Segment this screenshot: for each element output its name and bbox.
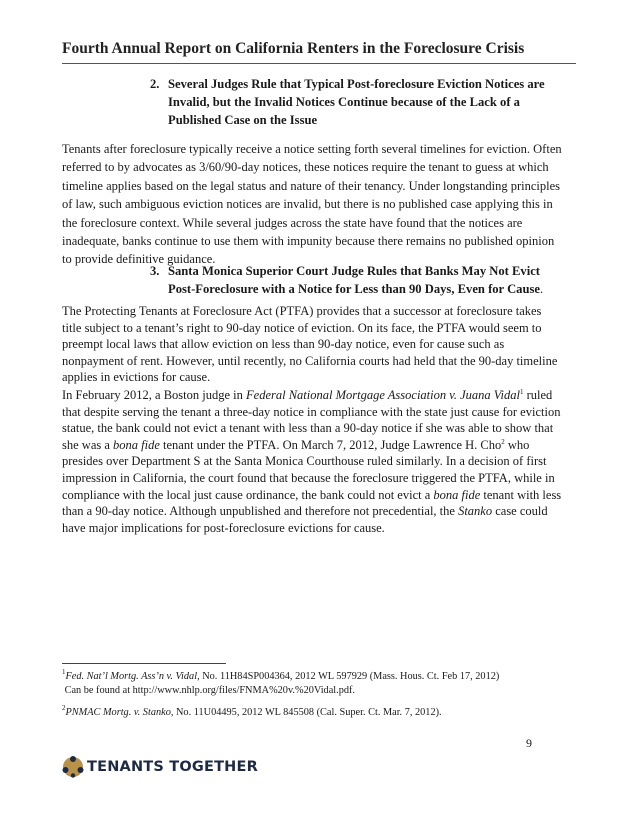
- text: tenant under the PTFA. On March 7, 2012, Judge Lawrence H. Cho: [159, 437, 502, 452]
- section-heading-text: Santa Monica Superior Court Judge Rules that Banks May Not Evict Post-Foreclosure with a Notice for Less than 90 Days, Even for Cause: [168, 264, 541, 296]
- citation: , No. 11H84SP004364, 2012 WL 597929 (Mass. Hous. Ct. Feb 17, 2012): [197, 671, 500, 682]
- italic-term: bona fide: [433, 487, 481, 502]
- footnote-link-text[interactable]: Can be found at http://www.nhlp.org/files/FNMA%20v.%20Vidal.pdf.: [64, 685, 356, 696]
- footnote-2: [62, 706, 562, 720]
- paragraph-eviction-notices: Tenants after foreclosure typically receive a notice setting forth several timelines for eviction. Often referred to by advocates as 3/60/90-day notices, these notices require the tenant to guess at which timeline applies based on the legal status and nature of their tenancy. Under longstanding principles of law, such ambiguous eviction notices are invalid, but there is no published case applying this in the foreclosure context. While several judges across the state have found that the notices are inadequate, banks continue to use them with impunity because there remains no published opinion to provide definitive guidance.: [62, 142, 562, 267]
- section-heading-2: [150, 75, 560, 129]
- case-name: Federal National Mortgage Association v. Juana Vidal: [246, 388, 520, 402]
- footnote-mark: 2: [62, 704, 66, 712]
- italic-term: bona fide: [113, 437, 160, 452]
- logo-text: TENANTS TOGETHER: [87, 759, 258, 775]
- paragraph-court-rulings: [62, 387, 562, 536]
- footnote-ref[interactable]: 2: [501, 437, 505, 446]
- case-name: Stanko: [458, 504, 493, 519]
- logo-emblem-icon: [62, 756, 84, 778]
- section-number: 3.: [150, 264, 160, 278]
- text: case could have major implications for post-foreclosure evictions for cause.: [62, 504, 548, 535]
- case-name: PNMAC Mortg. v. Stanko: [65, 707, 171, 718]
- section-heading-text: Several Judges Rule that Typical Post-foreclosure Eviction Notices are Invalid, but the Invalid Notices Continue because of the Lack of a Published Case on the Issue: [168, 77, 545, 127]
- heading-period: .: [539, 282, 544, 296]
- document-header-title: Fourth Annual Report on California Renters in the Foreclosure Crisis: [62, 40, 525, 57]
- section-heading-3: [150, 262, 560, 298]
- paragraph-ptfa: The Protecting Tenants at Foreclosure Act (PTFA) provides that a successor at foreclosure takes title subject to a tenant’s right to 90-day notice of eviction. On its face, the PTFA would seem to preempt local laws that allow eviction on less than 90-day notice, even for cause such as nonpayment of rent. However, until recently, no California courts had held that the 90-day timeline applies in evictions for cause.: [62, 304, 558, 385]
- text: tenant with less than a 90-day notice. Although unpublished and therefore not precedential, the: [62, 487, 562, 519]
- footnote-1: [62, 670, 562, 698]
- footnote-mark: 1: [62, 668, 66, 676]
- header-rule: [62, 63, 576, 64]
- citation: , No. 11U04495, 2012 WL 845508 (Cal. Super. Ct. Mar. 7, 2012).: [170, 707, 442, 718]
- case-name: Fed. Nat’l Mortg. Ass’n v. Vidal: [65, 671, 198, 682]
- text: In February 2012, a Boston judge in: [62, 388, 247, 402]
- page-number: 9: [526, 736, 532, 750]
- text: ruled that despite serving the tenant a three-day notice in compliance with the state just cause for eviction statue, the bank could not evict a tenant with less than a 90-day notice if she was able to show that she was a: [62, 388, 561, 452]
- tenants-together-logo: [62, 756, 258, 778]
- footnote-ref[interactable]: 1: [519, 388, 524, 396]
- section-number: 2.: [150, 77, 160, 91]
- text: who presides over Department S at the Santa Monica Courthouse ruled similarly. In a decision of first impression in California, the court found that because the foreclosure triggered the PTFA, while in compliance with the local just cause ordinance, the bank could not evict a: [62, 437, 555, 502]
- footnote-separator: [62, 663, 226, 664]
